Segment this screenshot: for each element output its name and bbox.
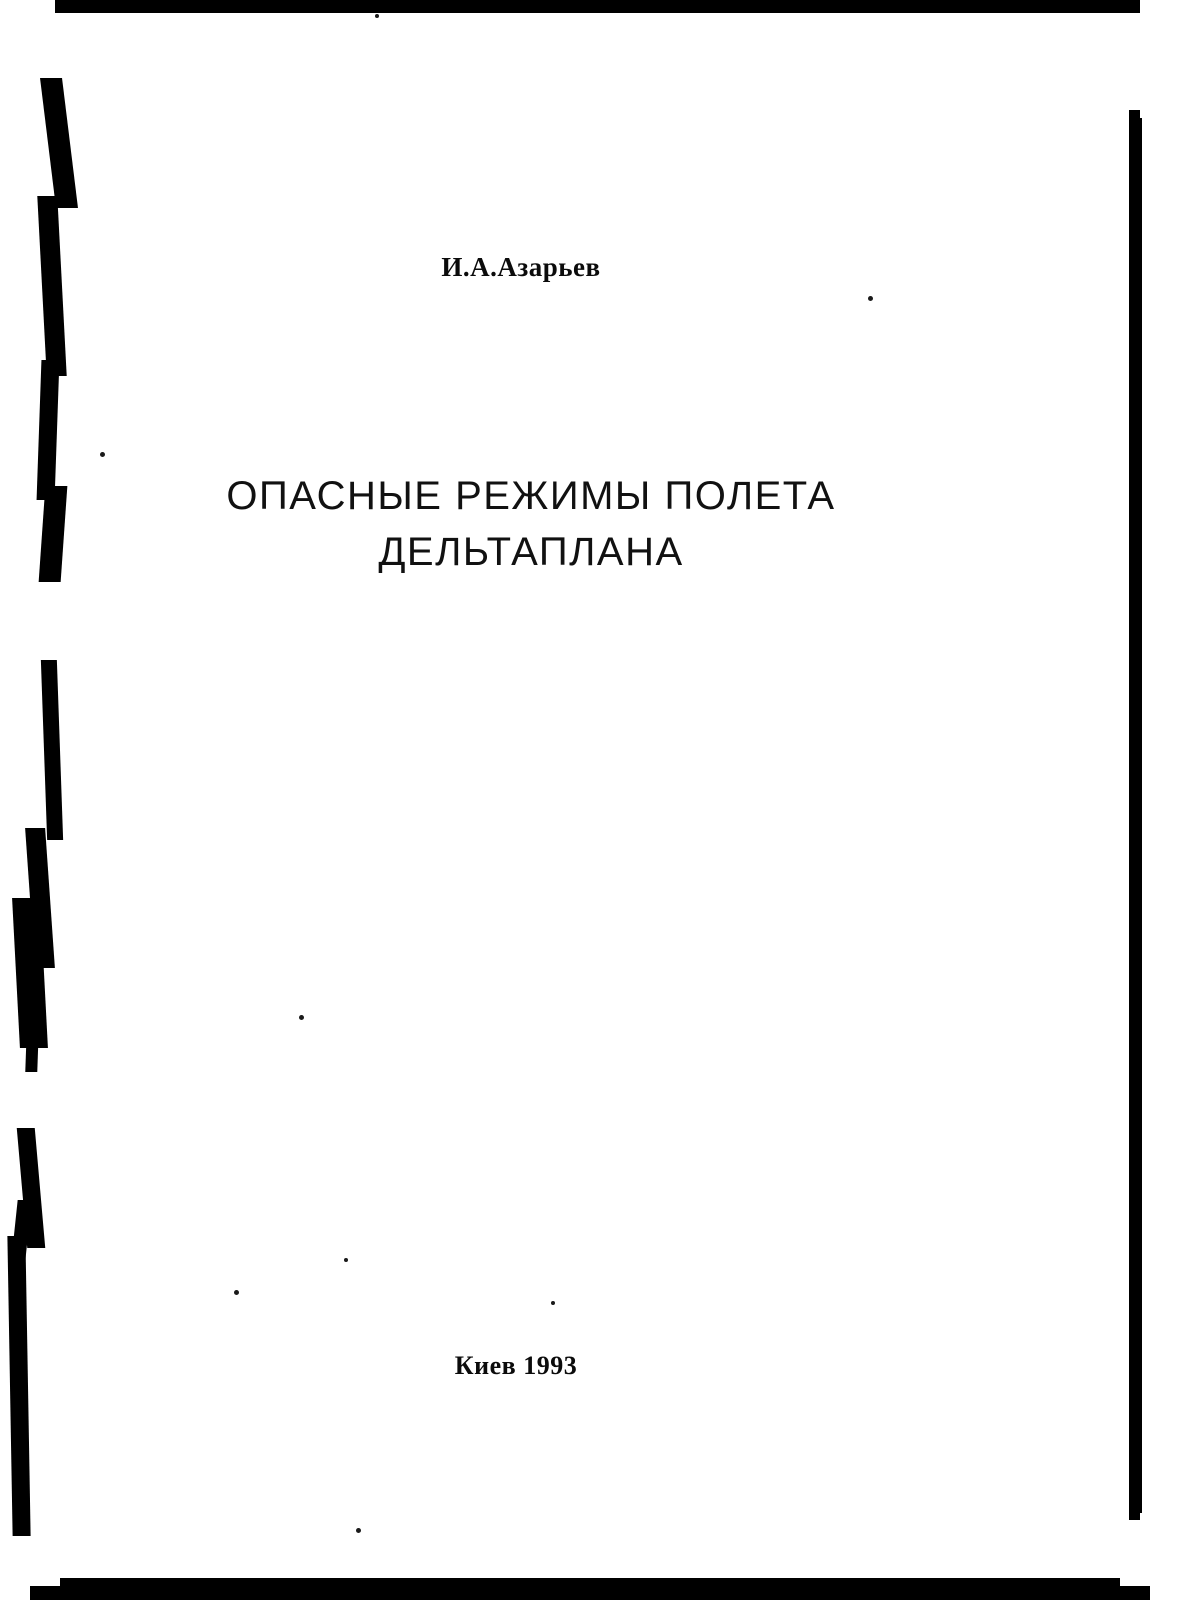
scan-edge-right <box>1129 110 1140 1520</box>
scan-speck <box>375 14 379 18</box>
scan-speck <box>234 1290 239 1295</box>
scan-speck <box>344 1258 348 1262</box>
scan-speck <box>356 1528 361 1533</box>
author-name: И.А.Азарьев <box>441 252 601 282</box>
scan-speck <box>551 1301 555 1305</box>
scan-edge-bottom-secondary <box>60 1578 1120 1600</box>
scan-speck <box>299 1015 304 1020</box>
imprint-place-year: Киев 1993 <box>454 1351 578 1380</box>
scan-speck <box>868 296 873 301</box>
scan-edge-top <box>55 0 1140 13</box>
scan-edge-top-secondary <box>370 0 1130 6</box>
book-title <box>0 468 1182 580</box>
scan-edge-right-secondary <box>1136 118 1142 1513</box>
book-title-line-1: ОПАСНЫЕ РЕЖИМЫ ПОЛЕТА <box>226 474 836 518</box>
book-title-line-2: ДЕЛЬТАПЛАНА <box>378 530 684 574</box>
scan-edge-bottom <box>30 1586 1150 1600</box>
